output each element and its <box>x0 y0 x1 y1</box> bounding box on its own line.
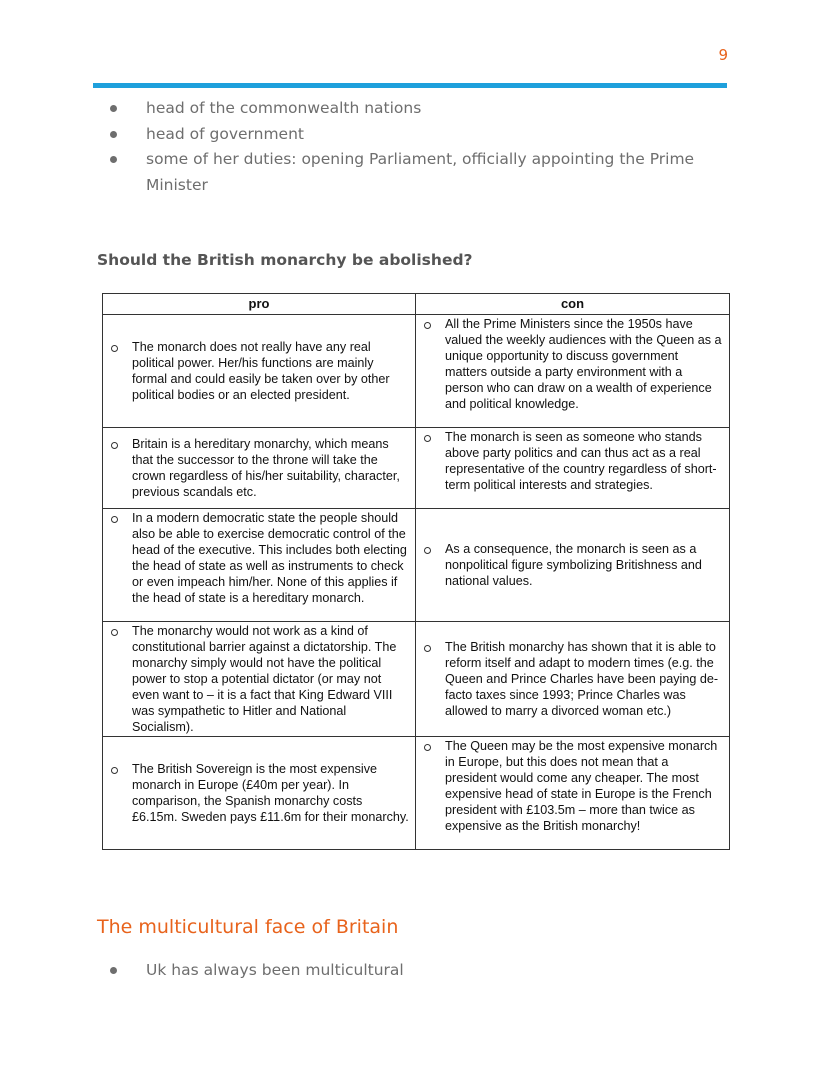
section-heading: Should the British monarchy be abolished? <box>97 251 473 269</box>
column-header-pro: pro <box>103 294 416 315</box>
list-item <box>108 96 748 122</box>
list-item-text: head of the commonwealth nations <box>146 99 422 117</box>
cell-text: All the Prime Ministers since the 1950s have valued the weekly audiences with the Queen as a unique opportunity to discuss government matters outside a party environment with a person who can draw on a wealth of experience and political knowledge. <box>445 317 722 411</box>
con-cell <box>416 622 730 737</box>
pro-cell <box>103 428 416 509</box>
header-rule <box>93 83 727 88</box>
circle-bullet-icon <box>424 744 431 751</box>
cell-text: Britain is a hereditary monarchy, which means that the successor to the throne will take the crown regardless of his/her suitability, character, previous scandals etc. <box>132 437 400 499</box>
table-header-row <box>103 294 730 315</box>
cell-text: The British Sovereign is the most expensive monarch in Europe (£40m per year). In comparison, the Spanish monarchy costs £6.15m. Sweden pays £11.6m for their monarchy. <box>132 762 409 824</box>
con-cell <box>416 509 730 622</box>
list-item-text: Uk has always been multicultural <box>146 961 404 979</box>
list-item <box>108 958 748 984</box>
circle-bullet-icon <box>111 516 118 523</box>
pro-cell <box>103 622 416 737</box>
bullet-dot-icon <box>110 967 117 974</box>
table-row <box>103 315 730 428</box>
subsection-heading: The multicultural face of Britain <box>97 916 399 938</box>
cell-text: In a modern democratic state the people should also be able to exercise democratic control of the head of the executive. This includes both electing the head of state as well as instruments to check or even impeach him/her. None of this applies if the head of state is a hereditary monarch. <box>132 511 407 605</box>
circle-bullet-icon <box>424 645 431 652</box>
pro-cell <box>103 315 416 428</box>
cell-text: As a consequence, the monarch is seen as a nonpolitical figure symbolizing Britishness and national values. <box>445 542 702 588</box>
table-row <box>103 509 730 622</box>
column-header-con: con <box>416 294 730 315</box>
con-cell <box>416 315 730 428</box>
page-number: 9 <box>718 46 728 64</box>
con-cell <box>416 428 730 509</box>
pro-cell <box>103 737 416 850</box>
cell-text: The monarchy would not work as a kind of constitutional barrier against a dictatorship. The monarchy simply would not have the political power to stop a potential dictator (or may not even want to – it is a fact that King Edward VIII was sympathetic to Hitler and National Socialism). <box>132 624 397 734</box>
bullet-dot-icon <box>110 131 117 138</box>
circle-bullet-icon <box>424 547 431 554</box>
circle-bullet-icon <box>111 442 118 449</box>
list-item-text: head of government <box>146 124 304 143</box>
bullet-list-top <box>108 96 748 198</box>
table-row <box>103 737 730 850</box>
table-row <box>103 622 730 737</box>
bullet-dot-icon <box>110 156 117 163</box>
cell-text: The monarch does not really have any real political power. Her/his functions are mainly formal and could easily be taken over by other political bodies or an elected president. <box>132 340 390 402</box>
cell-text: The Queen may be the most expensive monarch in Europe, but this does not mean that a president would come any cheaper. The most expensive head of state in Europe is the French president with £103.5m – more than twice as expensive as the British monarchy! <box>445 739 718 833</box>
circle-bullet-icon <box>111 629 118 636</box>
pro-cell <box>103 509 416 622</box>
circle-bullet-icon <box>424 322 431 329</box>
table-row <box>103 428 730 509</box>
bullet-list-bottom <box>108 958 748 984</box>
cell-text: The British monarchy has shown that it is able to reform itself and adapt to modern times (e.g. the Queen and Prince Charles have been paying de-facto taxes since 1993; Prince Charles was allowed to marry a divorced woman etc.) <box>445 640 719 718</box>
con-cell <box>416 737 730 850</box>
pro-con-table <box>102 293 730 850</box>
circle-bullet-icon <box>111 345 118 352</box>
list-item-text: some of her duties: opening Parliament, officially appointing the Prime Minister <box>146 150 695 194</box>
cell-text: The monarch is seen as someone who stands above party politics and can thus act as a real representative of the country regardless of short-term political interests and strategies. <box>445 430 717 492</box>
circle-bullet-icon <box>424 435 431 442</box>
bullet-dot-icon <box>110 105 117 112</box>
list-item <box>108 147 748 198</box>
circle-bullet-icon <box>111 767 118 774</box>
list-item <box>108 122 748 148</box>
